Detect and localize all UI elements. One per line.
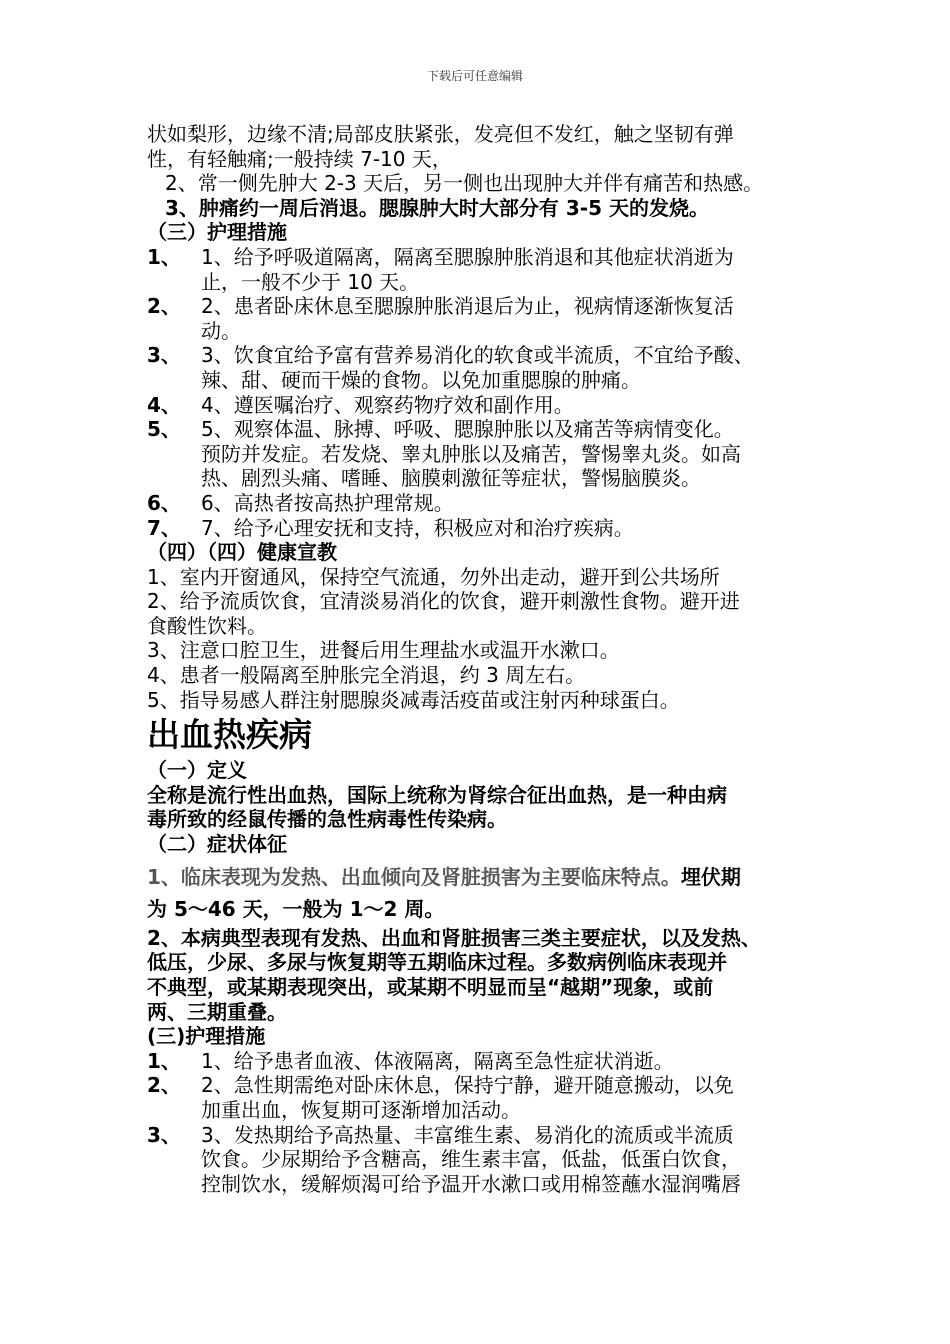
item-line: 控制饮水，缓解烦渴可给予温开水漱口或用棉签蘸水湿润嘴唇 [201,1171,741,1196]
list-item [147,393,827,418]
chapter-title: 出血热疾病 [147,715,312,755]
item-line: 止，一般不少于 10 天。 [201,269,420,294]
list-number: 7、 [147,515,181,540]
item-line: 4、遵医嘱治疗、观察药物疗效和副作用。 [201,392,574,417]
item-line: 辣、甜、硬而干燥的食物。以免加重腮腺的肿痛。 [201,367,641,392]
text-span: 埋伏期 [680,864,741,889]
text-line: 不典型，或某期表现突出，或某期不明显而呈“越期”现象，或前 [147,975,714,999]
list-item [147,294,827,343]
text-line: 性，有轻触痛;一般持续 7-10 天， [147,146,452,171]
list-item [147,245,827,294]
list-number: 3、 [147,343,181,368]
item-line: 3、饮食宜给予富有营养易消化的软食或半流质，不宜给予酸、 [201,343,754,368]
item-line: 5、观察体温、脉搏、呼吸、腮腺肿胀以及痛苦等病情变化。 [201,417,734,442]
text-line: 3、注意口腔卫生，进餐后用生理盐水或温开水漱口。 [147,638,620,663]
list-item [147,343,827,392]
text-line: 毒所致的经鼠传播的急性病毒性传染病。 [147,807,507,832]
list-item [147,1073,827,1122]
item-line: 热、剧烈头痛、嗜睡、脑膜刺激征等症状，警惕脑膜炎。 [201,466,701,491]
text-line: 2、给予流质饮食，宜清淡易消化的饮食，避开刺激性食物。避开进 [147,589,740,614]
list-number: 6、 [147,490,181,515]
item-line: 1、给予呼吸道隔离，隔离至腮腺肿胀消退和其他症状消逝为 [201,244,734,269]
list-item [147,1049,827,1074]
section-heading: （四）（四）健康宣教 [147,540,337,565]
item-line: 3、发热期给予高热量、丰富维生素、易消化的流质或半流质 [201,1122,734,1147]
page-header: 下载后可任意编辑 [426,69,523,83]
list-number: 1、 [147,244,181,269]
item-line: 预防并发症。若发烧、睾丸肿胀以及痛苦，警惕睾丸炎。如高 [201,441,741,466]
text-line: 1、室内开窗通风，保持空气流通，勿外出走动，避开到公共场所 [147,564,720,589]
list-number: 1、 [147,1048,181,1073]
list-number: 5、 [147,417,181,442]
document-body [147,122,827,1196]
text-line: 状如梨形，边缘不清;局部皮肤紧张，发亮但不发红，触之坚韧有弹 [147,122,734,146]
text-line [147,865,827,890]
text-line: 2、本病典型表现有发热、出血和肾脏损害三类主要症状，以及发热、 [147,925,761,950]
text-line: 全称是流行性出血热，国际上统称为肾综合征出血热，是一种由病 [147,782,727,807]
section-heading: （二）症状体征 [147,832,287,857]
gray-text: 1、临床表现为发热、出血倾向及肾脏损害为主要临床特点。 [147,864,681,889]
section-heading: （一）定义 [147,758,247,783]
text-line: 4、患者一般隔离至肿胀完全消退，约 3 周左右。 [147,663,586,688]
text-line: 5、指导易感人群注射腮腺炎减毒活疫苗或注射丙种球蛋白。 [147,687,680,712]
text-line: 为 5～46 天，一般为 1～2 周。 [147,897,445,922]
text-line: 3、肿痛约一周后消退。腮腺肿大时大部分有 3-5 天的发烧。 [165,195,709,220]
text-line: 低压，少尿、多尿与恢复期等五期临床过程。多数病例临床表现并 [147,950,727,975]
text-line: 食酸性饮料。 [147,613,267,638]
item-line: 6、高热者按高热护理常规。 [201,490,454,515]
item-line: 2、患者卧床休息至腮腺肿胀消退后为止，视病情逐渐恢复活 [201,294,734,319]
text-line: 2、常一侧先肿大 2-3 天后，另一侧也出现肿大并伴有痛苦和热感。 [165,171,764,196]
list-number: 2、 [147,1073,181,1098]
section-heading: （三）护理措施 [147,220,287,245]
section-heading: (三)护理措施 [147,1024,266,1049]
item-line: 7、给予心理安抚和支持，积极应对和治疗疾病。 [201,515,634,540]
list-item [147,417,827,491]
list-item [147,1123,827,1197]
item-line: 1、给予患者血液、体液隔离，隔离至急性症状消逝。 [201,1048,674,1073]
item-line: 加重出血，恢复期可逐渐增加活动。 [201,1097,521,1122]
list-number: 4、 [147,392,181,417]
item-line: 动。 [201,318,241,343]
text-line: 两、三期重叠。 [147,999,287,1024]
item-line: 2、急性期需绝对卧床休息，保持宁静，避开随意搬动，以免 [201,1073,734,1098]
list-number: 2、 [147,294,181,319]
list-item [147,491,827,516]
item-line: 饮食。少尿期给予含糖高，维生素丰富，低盐，低蛋白饮食， [201,1147,741,1172]
list-number: 3、 [147,1122,181,1147]
list-item [147,516,827,541]
